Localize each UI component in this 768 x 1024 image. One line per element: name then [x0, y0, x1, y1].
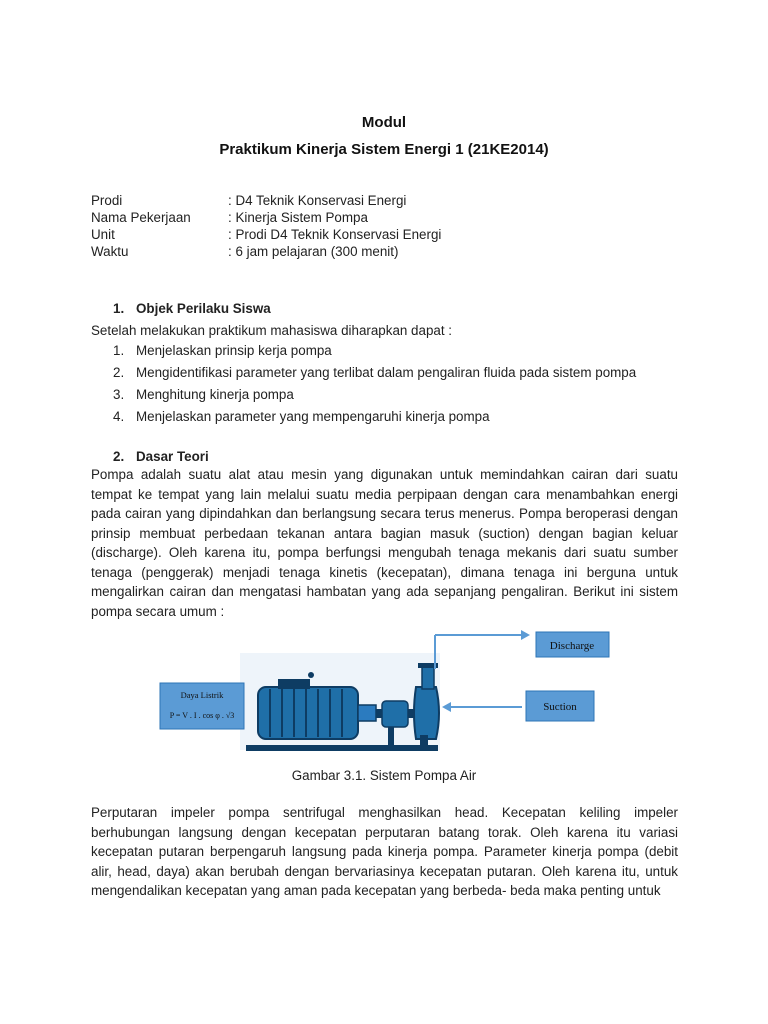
meta-label: Prodi	[91, 193, 123, 208]
list-text: Menjelaskan prinsip kerja pompa	[136, 343, 332, 358]
section-number: 2.	[113, 449, 125, 464]
list-number: 1.	[113, 343, 125, 358]
list-item	[113, 408, 490, 425]
list-text: Menghitung kinerja pompa	[136, 387, 294, 402]
list-text: Mengidentifikasi parameter yang terlibat dalam pengaliran fluida pada sistem pompa	[136, 365, 637, 380]
list-number: 2.	[113, 365, 125, 380]
section-title: Objek Perilaku Siswa	[136, 301, 271, 316]
suction-label: Suction	[543, 701, 577, 713]
discharge-label: Discharge	[549, 640, 595, 652]
document-title: Modul	[361, 114, 407, 131]
bearing-housing-icon	[382, 701, 408, 727]
meta-value: : Kinerja Sistem Pompa	[228, 210, 368, 225]
section-title: Dasar Teori	[136, 449, 209, 464]
list-text: Menjelaskan parameter yang mempengaruhi kinerja pompa	[136, 409, 490, 424]
coupling-icon	[358, 705, 376, 721]
meta-value: : Prodi D4 Teknik Konservasi Energi	[228, 227, 442, 242]
list-item	[113, 364, 636, 381]
list-number: 4.	[113, 409, 125, 424]
meta-value: : D4 Teknik Konservasi Energi	[228, 193, 407, 208]
figure-caption: Gambar 3.1. Sistem Pompa Air	[291, 768, 477, 783]
meta-label: Unit	[91, 227, 115, 242]
list-item	[113, 386, 294, 403]
section-2-heading	[113, 448, 209, 465]
meta-label: Waktu	[91, 244, 129, 259]
closing-paragraph: Perputaran impeler pompa sentrifugal menghasilkan head. Kecepatan keliling impeler berhubungan langsung dengan kecepatan perputaran batang torak. Oleh karena itu variasi kecepatan putaran berpengaruh langsung pada kinerja pompa. Parameter kinerja pompa (debit alir, head, daya) akan berubah dengan bervariasinya kecepatan putaran. Oleh karena itu, untuk mengendalikan kecepatan yang aman pada kecepatan yang berbeda- beda maka penting untuk	[91, 805, 678, 898]
meta-label: Nama Pekerjaan	[91, 210, 191, 225]
power-label: Daya Listrik	[180, 690, 224, 700]
list-item	[113, 342, 332, 359]
pump-system-figure	[150, 625, 620, 760]
pump-casing-icon	[414, 687, 439, 739]
power-formula: P = V . I . cos φ . √3	[169, 711, 235, 720]
section-1-intro: Setelah melakukan praktikum mahasiswa diharapkan dapat :	[91, 323, 453, 338]
document-subtitle: Praktikum Kinerja Sistem Energi 1 (21KE2014)	[219, 141, 549, 158]
meta-value: : 6 jam pelajaran (300 menit)	[228, 244, 399, 259]
suction-arrow-icon	[442, 702, 451, 712]
discharge-arrow-icon	[521, 630, 530, 640]
pump-base-icon	[246, 745, 438, 751]
section-number: 1.	[113, 301, 125, 316]
section-1-heading	[113, 300, 271, 317]
list-number: 3.	[113, 387, 125, 402]
theory-paragraph: Pompa adalah suatu alat atau mesin yang digunakan untuk memindahkan cairan dari suatu tempat ke tempat yang lain melalui suatu media perpipaan dengan cara menambahkan energi pada cairan yang dipindahkan dan berlangsung secara terus menerus. Pompa beroperasi dengan prinsip membuat perbedaan tekanan antara bagian masuk (suction) dengan bagian keluar (discharge). Oleh karena itu, pompa berfungsi mengubah tenaga mekanis dari suatu sumber tenaga (penggerak) menjadi tenaga kinetis (kecepatan), dimana tenaga ini berguna untuk mengalirkan cairan dan mengatasi hambatan yang ada sepanjang pengaliran. Berikut ini sistem pompa secara umum :	[91, 467, 678, 619]
